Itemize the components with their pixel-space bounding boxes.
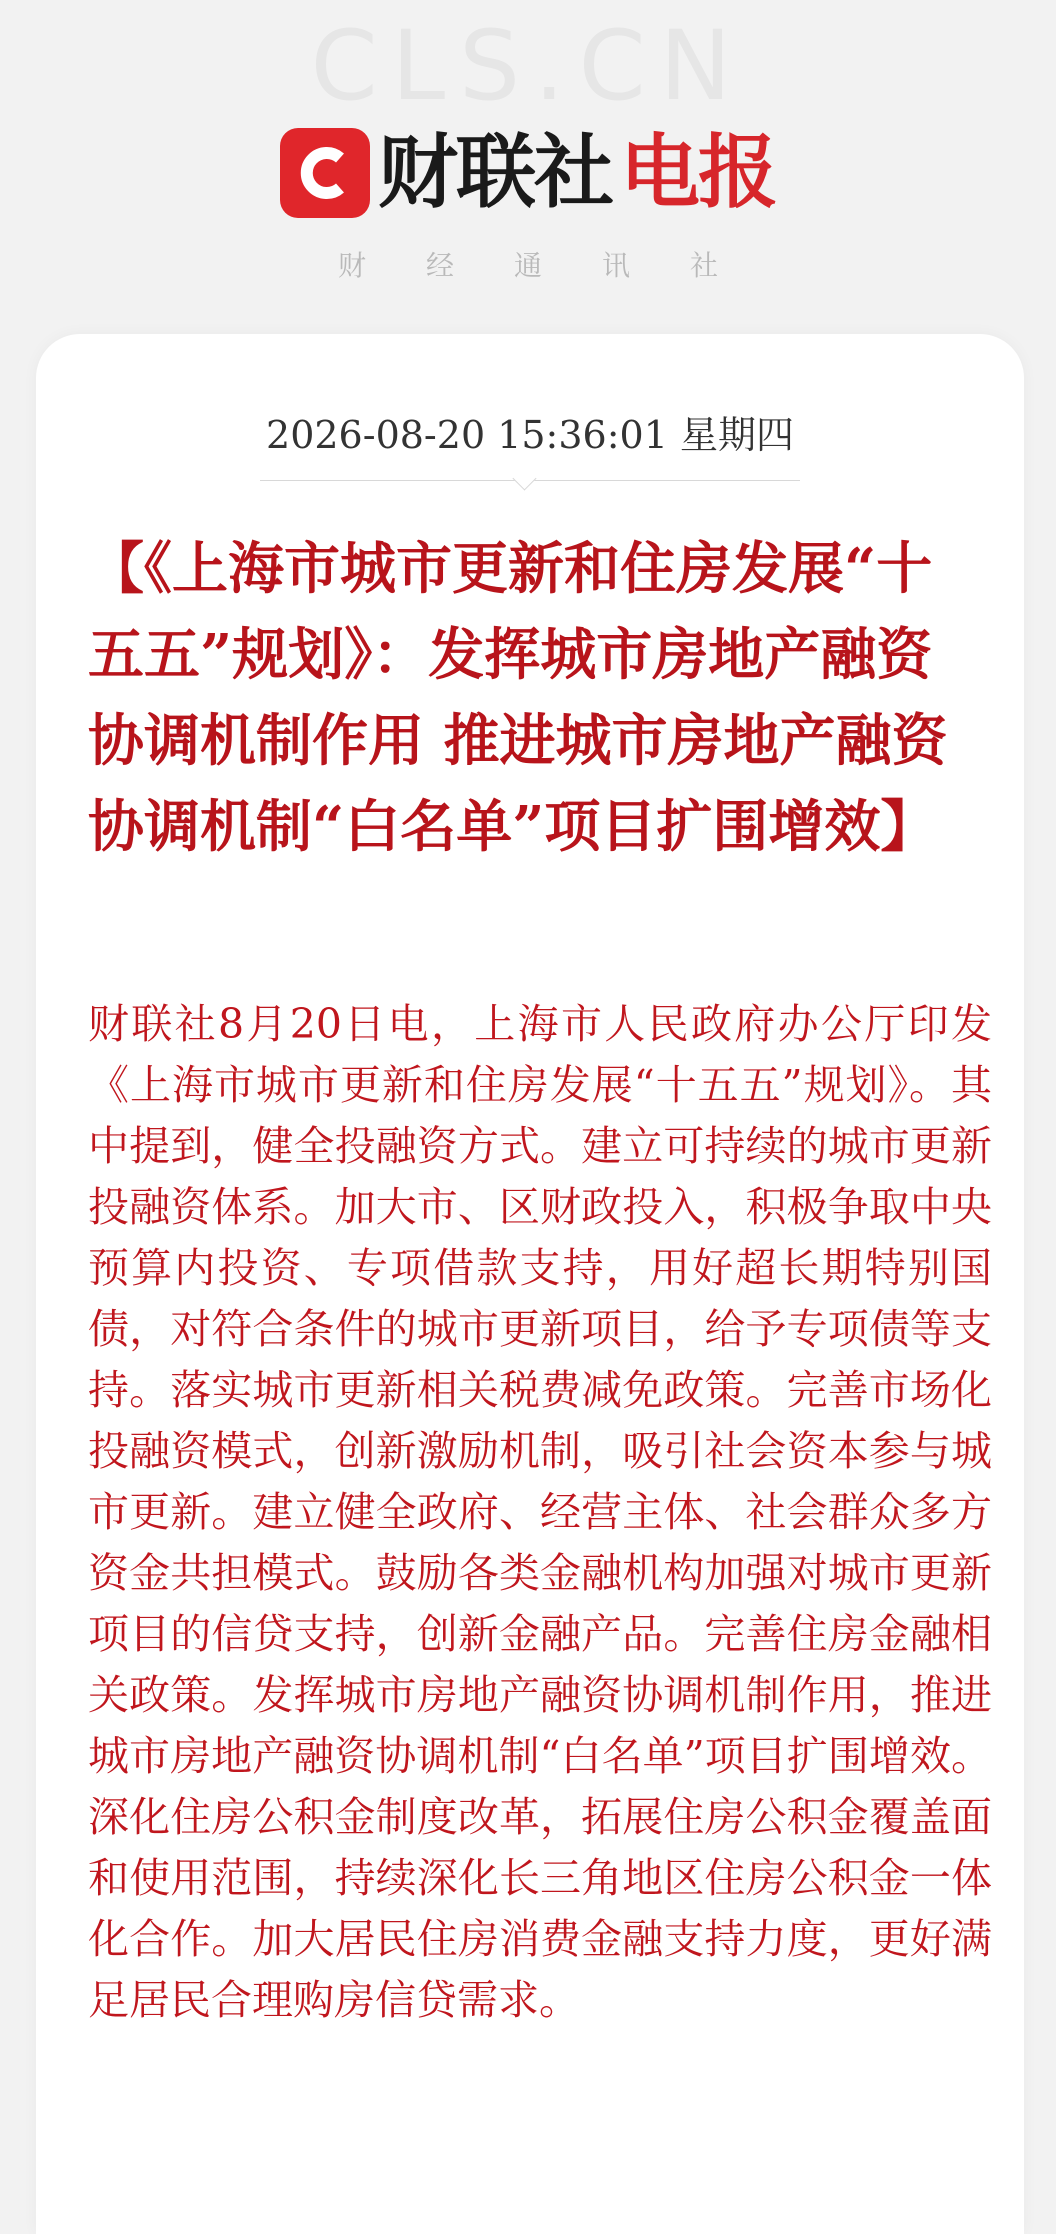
article-card (36, 334, 1024, 2234)
logo-name-black: 财联社 (378, 126, 612, 219)
article-body: 财联社8月20日电，上海市人民政府办公厅印发《上海市城市更新和住房发展“十五五”规划》。其中提到，健全投融资方式。建立可持续的城市更新投融资体系。加大市、区财政投入，积极争取中央预算内投资、专项借款支持，用好超长期特别国债，对符合条件的城市更新项目，给予专项债等支持。落实城市更新相关税费减免政策。完善市场化投融资模式，创新激励机制，吸引社会资本参与城市更新。建立健全政府、经营主体、社会群众多方资金共担模式。鼓励各类金融机构加强对城市更新项目的信贷支持，创新金融产品。完善住房金融相关政策。发挥城市房地产融资协调机制作用，推进城市房地产融资协调机制“白名单”项目扩围增效。深化住房公积金制度改革，拓展住房公积金覆盖面和使用范围，持续深化长三角地区住房公积金一体化合作。加大居民住房消费金融支持力度，更好满足居民合理购房信贷需求。 (88, 1000, 992, 2024)
logo-name-red: 电报 (620, 126, 776, 219)
c-letter-icon (292, 140, 358, 206)
tagline: 财经通讯社 (337, 249, 778, 282)
article-datetime: 2026-08-20 15:36:01 星期四 (266, 413, 794, 457)
brand-logo (0, 128, 1056, 218)
watermark-text: CLS.CN (310, 10, 746, 122)
article-headline: 【《上海市城市更新和住房发展“十五五”规划》：发挥城市房地产融资协调机制作用 推进城市房地产融资协调机制“白名单”项目扩围增效】 (88, 536, 948, 860)
logo-badge-icon (280, 128, 370, 218)
divider-notch (512, 466, 536, 490)
